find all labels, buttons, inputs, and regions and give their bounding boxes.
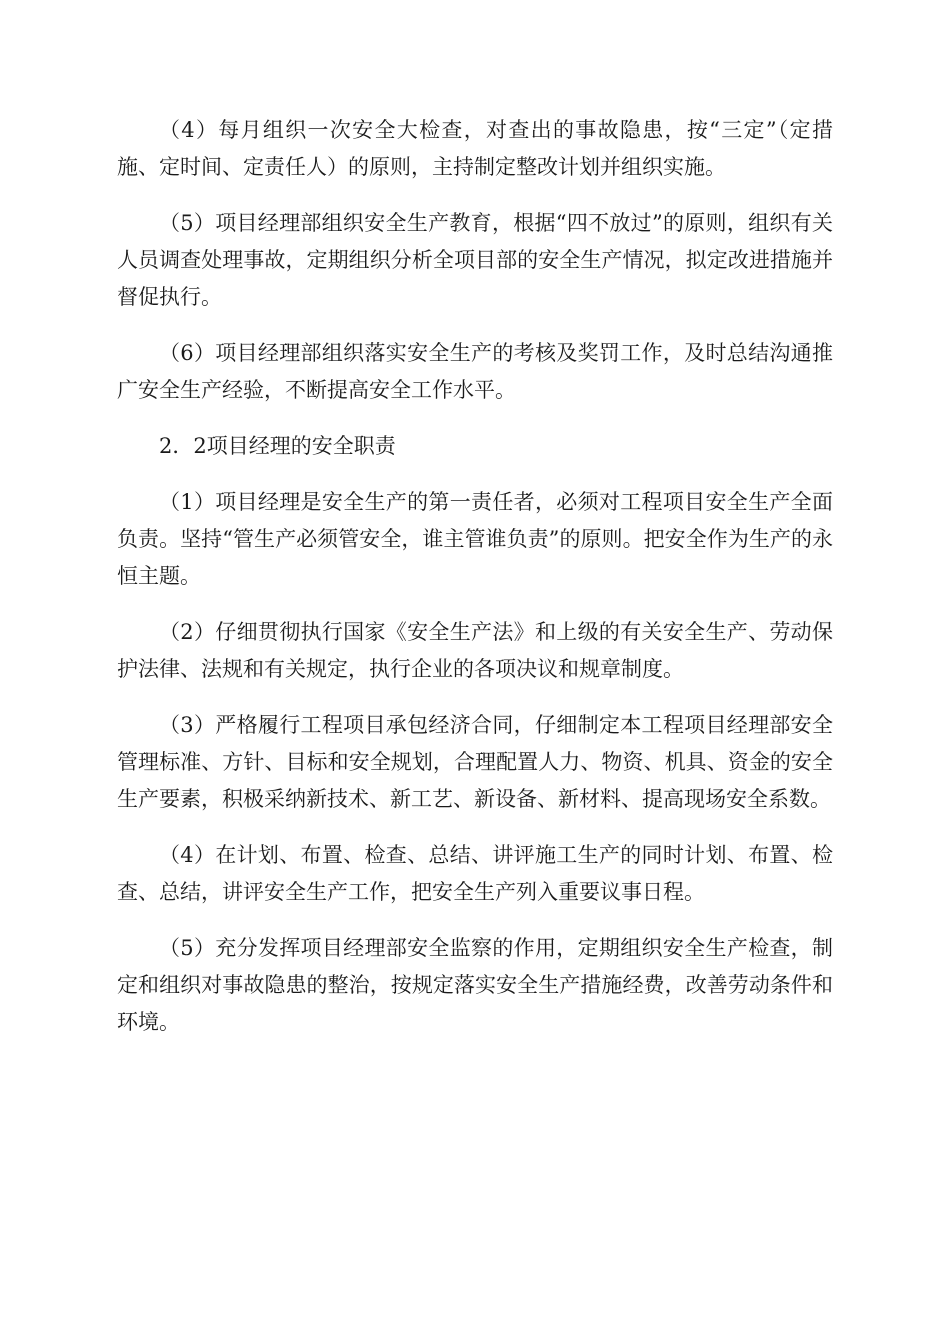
paragraph-supervision-role: （5）充分发挥项目经理部安全监察的作用，定期组织安全生产检查，制定和组织对事故隐患的整治，按规定落实安全生产措施经费，改善劳动条件和环境。 bbox=[117, 936, 833, 1034]
paragraph-implement-law: （2）仔细贯彻执行国家《安全生产法》和上级的有关安全生产、劳动保护法律、法规和有关规定，执行企业的各项决议和规章制度。 bbox=[117, 620, 833, 681]
paragraph-assessment-rewards: （6）项目经理部组织落实安全生产的考核及奖罚工作，及时总结沟通推广安全生产经验，不断提高安全工作水平。 bbox=[117, 341, 833, 402]
paragraph-contract-standards: （3）严格履行工程项目承包经济合同，仔细制定本工程项目经理部安全管理标准、方针、目标和安全规划，合理配置人力、物资、机具、资金的安全生产要素，积极采纳新技术、新工艺、新设备、新材料、提高现场安全系数。 bbox=[117, 713, 833, 811]
paragraph-plan-review: （4）在计划、布置、检查、总结、讲评施工生产的同时计划、布置、检查、总结，讲评安全生产工作，把安全生产列入重要议事日程。 bbox=[117, 843, 833, 904]
paragraph-first-responsible: （1）项目经理是安全生产的第一责任者，必须对工程项目安全生产全面负责。坚持“管生产必须管安全，谁主管谁负责”的原则。把安全作为生产的永恒主题。 bbox=[117, 490, 833, 588]
document-body bbox=[117, 112, 833, 1060]
paragraph-safety-education: （5）项目经理部组织安全生产教育，根据“四不放过”的原则，组织有关人员调查处理事故，定期组织分析全项目部的安全生产情况，拟定改进措施并督促执行。 bbox=[117, 211, 833, 309]
section-heading-manager-duties: 2．2项目经理的安全职责 bbox=[159, 434, 396, 458]
paragraph-monthly-inspection: （4）每月组织一次安全大检查，对查出的事故隐患，按“三定”（定措施、定时间、定责任人）的原则，主持制定整改计划并组织实施。 bbox=[117, 118, 833, 179]
